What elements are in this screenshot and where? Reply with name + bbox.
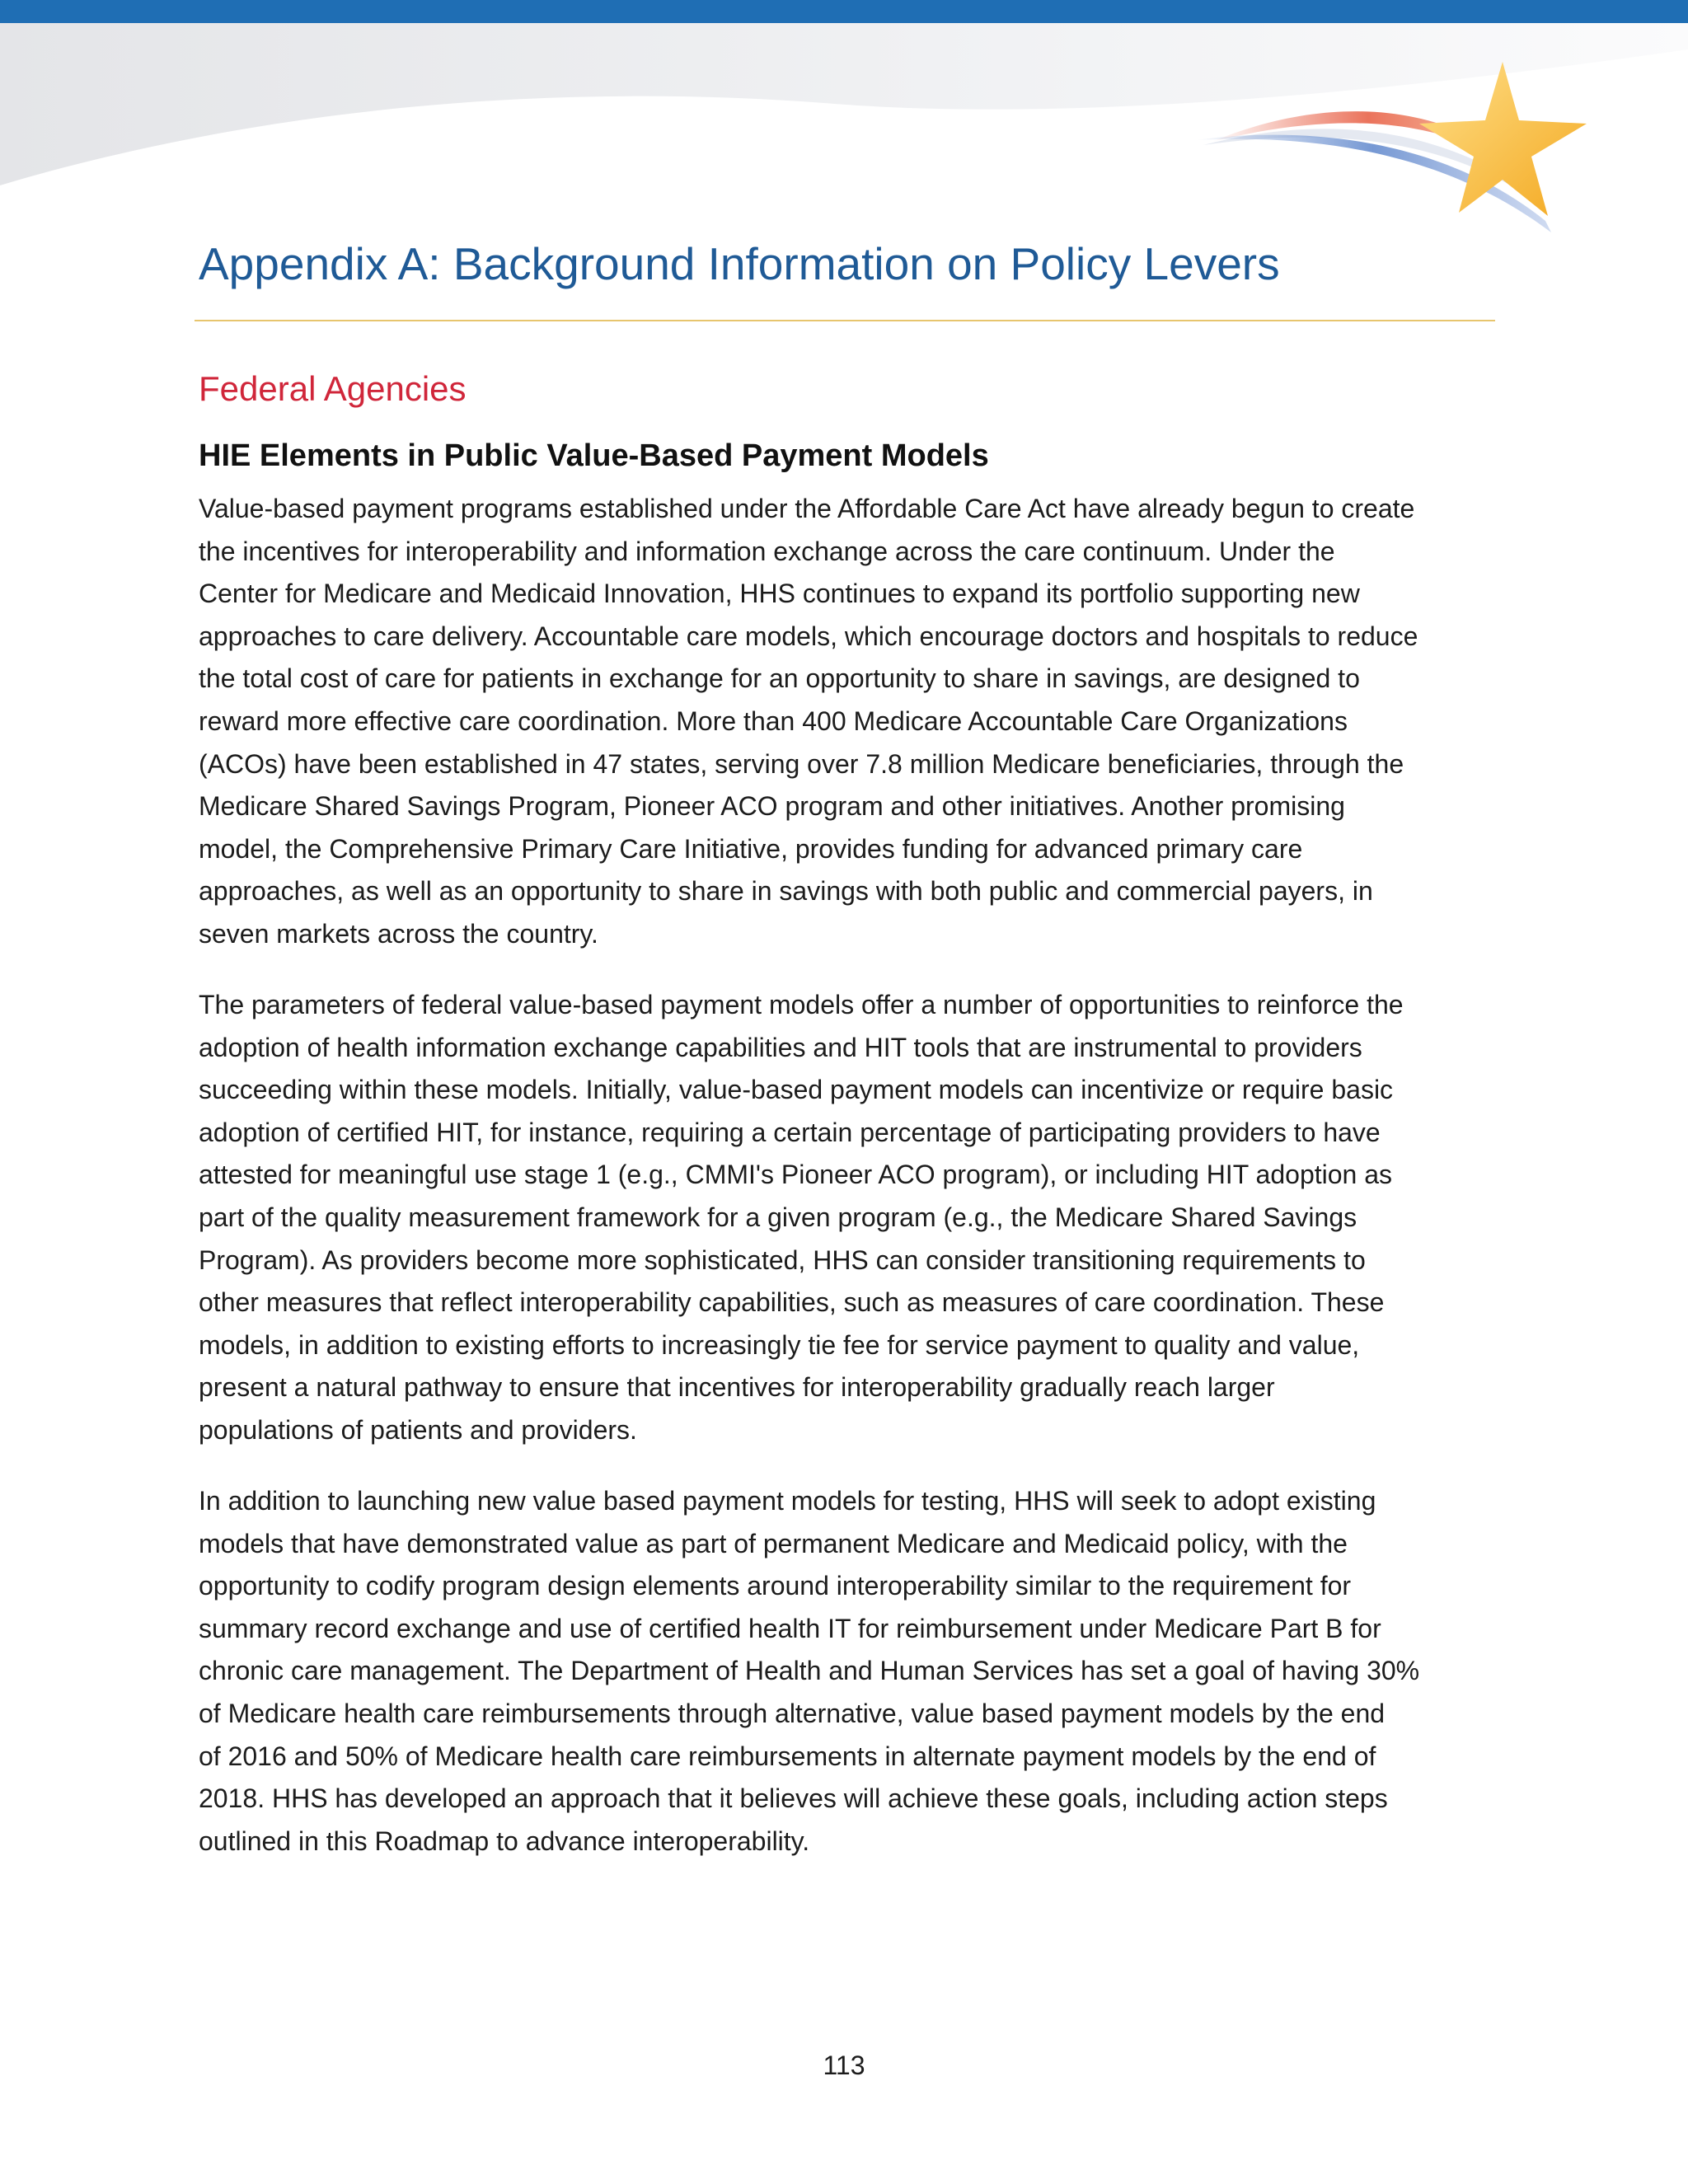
paragraph-line: summary record exchange and use of certified health IT for reimbursement under Medicare Part B for (199, 1613, 1381, 1643)
paragraph-line: other measures that reflect interoperability capabilities, such as measures of care coordination. These (199, 1287, 1385, 1318)
paragraph-line: the incentives for interoperability and information exchange across the care continuum. Under the (199, 536, 1335, 566)
paragraph-line: Program). As providers become more sophisticated, HHS can consider transitioning requirements to (199, 1244, 1366, 1275)
header-swoosh-graphic (0, 23, 1688, 254)
paragraph-line: opportunity to codify program design elements around interoperability similar to the requirement for (199, 1571, 1352, 1601)
paragraph-line: model, the Comprehensive Primary Care Initiative, provides funding for advanced primary care (199, 833, 1303, 864)
paragraph-line: seven markets across the country. (199, 918, 598, 949)
paragraph-line: part of the quality measurement framework for a given program (e.g., the Medicare Shared Savings (199, 1202, 1357, 1232)
paragraph-line: models, in addition to existing efforts to increasingly tie fee for service payment to quality and value, (199, 1329, 1360, 1360)
paragraph-line: outlined in this Roadmap to advance interoperability. (199, 1825, 810, 1856)
paragraph-line: present a natural pathway to ensure that incentives for interoperability gradually reach larger (199, 1372, 1275, 1403)
paragraph-line: (ACOs) have been established in 47 states, serving over 7.8 million Medicare beneficiaries, through the (199, 748, 1404, 779)
paragraph-line: of Medicare health care reimbursements through alternative, value based payment models by the end (199, 1698, 1386, 1728)
paragraph-line: Center for Medicare and Medicaid Innovation, HHS continues to expand its portfolio supporting new (199, 579, 1360, 609)
paragraph-line: Value-based payment programs established under the Affordable Care Act have already begun to create (199, 494, 1415, 523)
page-number: 113 (823, 2050, 865, 2080)
paragraph-line: approaches, as well as an opportunity to share in savings with both public and commercial payers, in (199, 876, 1373, 907)
paragraph-line: populations of patients and providers. (199, 1414, 637, 1445)
paragraph-line: the total cost of care for patients in exchange for an opportunity to share in savings, are designed to (199, 663, 1360, 694)
paragraph-line: The parameters of federal value-based payment models offer a number of opportunities to reinforce the (199, 990, 1404, 1019)
paragraph-line: adoption of health information exchange capabilities and HIT tools that are instrumental to providers (199, 1032, 1362, 1062)
page-title: Appendix A: Background Information on Policy Levers (199, 238, 1280, 289)
paragraph-line: chronic care management. The Department of Health and Human Services has set a goal of having 30% (199, 1656, 1420, 1686)
body-paragraph-2 (199, 984, 1497, 1452)
subsection-heading: HIE Elements in Public Value-Based Payment Models (199, 438, 989, 473)
paragraph-line: approaches to care delivery. Accountable care models, which encourage doctors and hospitals to reduce (199, 621, 1418, 651)
paragraph-line: In addition to launching new value based payment models for testing, HHS will seek to adopt existing (199, 1486, 1376, 1516)
paragraph-line: attested for meaningful use stage 1 (e.g., CMMI's Pioneer ACO program), or including HIT adoption as (199, 1160, 1393, 1190)
paragraph-line: 2018. HHS has developed an approach that it believes will achieve these goals, including action steps (199, 1783, 1388, 1814)
section-heading: Federal Agencies (199, 369, 467, 408)
paragraph-line: models that have demonstrated value as part of permanent Medicare and Medicaid policy, with the (199, 1528, 1348, 1558)
body-paragraph-1 (199, 488, 1497, 956)
paragraph-line: adoption of certified HIT, for instance, requiring a certain percentage of participating providers to have (199, 1117, 1381, 1147)
paragraph-line: Medicare Shared Savings Program, Pioneer ACO program and other initiatives. Another promising (199, 791, 1345, 822)
paragraph-line: of 2016 and 50% of Medicare health care reimbursements in alternate payment models by the end of (199, 1741, 1376, 1771)
paragraph-line: succeeding within these models. Initially, value-based payment models can incentivize or require basic (199, 1075, 1394, 1105)
body-paragraph-3 (199, 1480, 1497, 1863)
paragraph-line: reward more effective care coordination. More than 400 Medicare Accountable Care Organizations (199, 705, 1348, 736)
title-divider (195, 320, 1495, 321)
top-color-bar (0, 0, 1688, 23)
